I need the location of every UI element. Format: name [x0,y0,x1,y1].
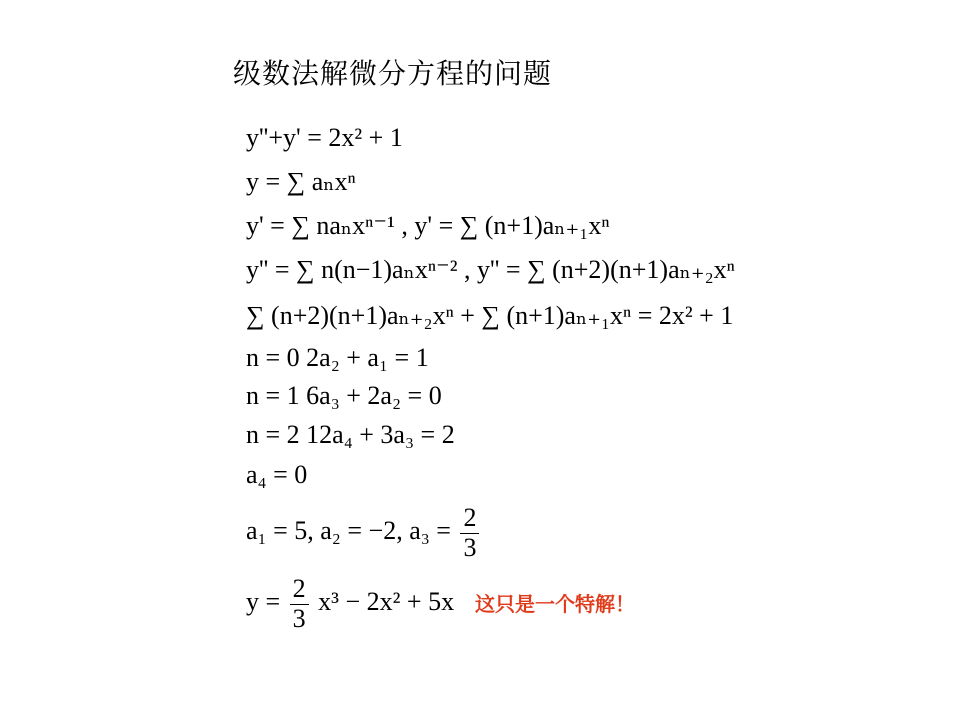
equation-series: y = ∑ aₙxⁿ [246,167,356,196]
fraction [290,575,309,633]
equation-coefficients [246,496,482,566]
equation-n0: n = 0 2a₂ + a₁ = 1 [246,343,429,372]
fraction-denominator: 3 [292,603,306,633]
equation-solution [246,567,454,637]
fraction [460,504,479,562]
equation-ode: y''+y' = 2x² + 1 [246,123,403,152]
equation-first-derivative: y' = ∑ naₙxⁿ⁻¹ , y' = ∑ (n+1)aₙ₊₁xⁿ [246,211,610,240]
solution-suffix: x³ − 2x² + 5x [318,587,455,616]
fraction-numerator: 2 [290,575,309,605]
equation-n2: n = 2 12a₄ + 3a₃ = 2 [246,420,455,449]
solution-prefix: y = [246,587,281,616]
fraction-denominator: 3 [463,532,477,562]
equation-second-derivative: y'' = ∑ n(n−1)aₙxⁿ⁻² , y'' = ∑ (n+2)(n+1)aₙ₊₂xⁿ [246,255,735,284]
equation-n1: n = 1 6a₃ + 2a₂ = 0 [246,381,442,410]
equation-a4: a₄ = 0 [246,460,308,489]
equation-substituted: ∑ (n+2)(n+1)aₙ₊₂xⁿ + ∑ (n+1)aₙ₊₁xⁿ = 2x² + 1 [246,301,734,330]
page-title: 级数法解微分方程的问题 [233,57,553,90]
fraction-numerator: 2 [460,504,479,534]
coefficients-prefix: a₁ = 5, a₂ = −2, a₃ = [246,516,451,545]
particular-solution-note: 这只是一个特解！ [475,592,635,616]
